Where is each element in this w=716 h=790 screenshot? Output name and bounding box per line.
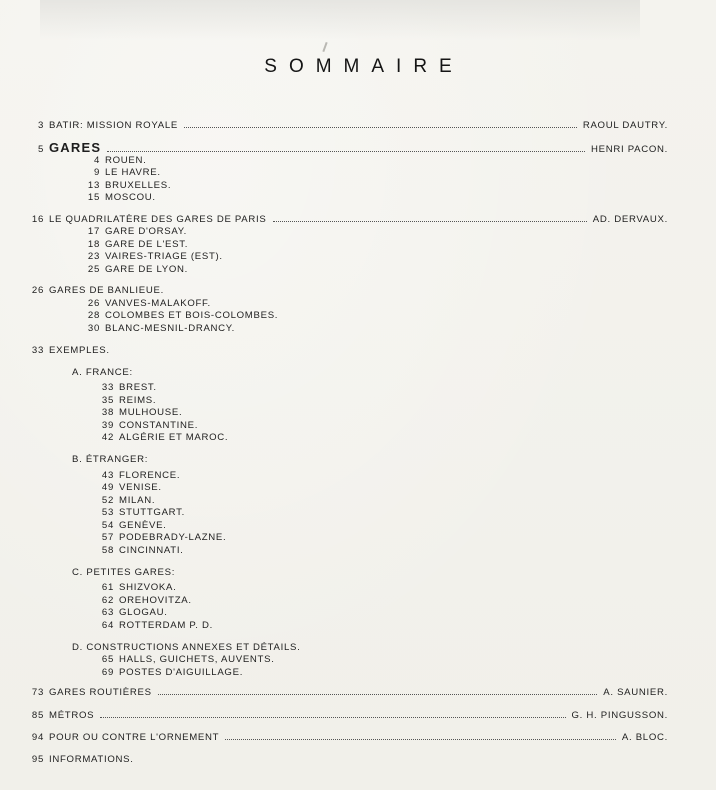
- toc-sub-entry: [96, 381, 157, 395]
- toc-entry-author: A. BLOC.: [621, 732, 668, 743]
- toc-entry-label: 94 POUR OU CONTRE L'ORNEMENT: [26, 731, 219, 745]
- page-number: 58: [101, 545, 114, 556]
- toc-sub-entry: [96, 653, 275, 667]
- page-number: 26: [31, 285, 44, 296]
- dot-leader: [158, 693, 598, 695]
- dot-leader: [107, 150, 585, 152]
- page-number: 42: [101, 432, 114, 443]
- toc-sub-entry: [82, 225, 187, 239]
- toc-entry: [26, 686, 668, 700]
- toc-group-heading: B. ÉTRANGER:: [72, 454, 149, 465]
- page-number: 3: [37, 120, 44, 131]
- toc-entry-label: 5 GARES: [26, 141, 101, 157]
- dot-leader: [273, 220, 587, 222]
- toc-sub-label: POSTES D'AIGUILLAGE.: [119, 667, 244, 678]
- page-number: 33: [101, 382, 114, 393]
- toc-entry-label: 3 BATIR: MISSION ROYALE: [26, 119, 178, 133]
- page-number: 49: [101, 482, 114, 493]
- page-number: 25: [87, 264, 100, 275]
- page-number: 13: [87, 180, 100, 191]
- toc-sub-entry: [96, 431, 228, 445]
- ink-mark: [322, 42, 327, 52]
- page-number: 15: [87, 192, 100, 203]
- toc-sub-label: LE HAVRE.: [105, 167, 161, 178]
- page-number: 4: [93, 155, 100, 166]
- toc-entry: [26, 344, 668, 358]
- toc-sub-label: ALGÉRIE ET MAROC.: [119, 432, 229, 443]
- toc-sub-label: FLORENCE.: [119, 470, 181, 481]
- toc-entry-label: 33 EXEMPLES.: [26, 344, 110, 358]
- toc-sub-entry: [82, 166, 161, 180]
- toc-sub-entry: [96, 531, 226, 545]
- toc-entry-label: 16 LE QUADRILATÈRE DES GARES DE PARIS: [26, 213, 267, 227]
- toc-sub-label: BRUXELLES.: [105, 180, 172, 191]
- dot-leader: [225, 738, 616, 740]
- bleed-through-shadow: [40, 0, 640, 40]
- page-number: 85: [31, 710, 44, 721]
- toc-sub-label: VAIRES-TRIAGE (EST).: [105, 251, 223, 262]
- toc-entry: [26, 731, 668, 745]
- page-number: 18: [87, 239, 100, 250]
- toc-sub-entry: [82, 309, 278, 323]
- page-number: 94: [31, 732, 44, 743]
- toc-entry-author: AD. DERVAUX.: [592, 214, 668, 225]
- toc-entry: [26, 119, 668, 133]
- toc-sub-label: PODEBRADY-LAZNE.: [119, 532, 227, 543]
- toc-sub-label: STUTTGART.: [119, 507, 185, 518]
- toc-sub-label: CONSTANTINE.: [119, 420, 199, 431]
- toc-sub-entry: [96, 606, 168, 620]
- toc-sub-label: ROUEN.: [105, 155, 147, 166]
- toc-sub-entry: [96, 544, 184, 558]
- toc-sub-label: REIMS.: [119, 395, 157, 406]
- toc-sub-entry: [96, 619, 213, 633]
- toc-sub-label: GLOGAU.: [119, 607, 168, 618]
- toc-sub-label: ROTTERDAM P. D.: [119, 620, 214, 631]
- page-number: 63: [101, 607, 114, 618]
- page-number: 54: [101, 520, 114, 531]
- page-number: 30: [87, 323, 100, 334]
- toc-group-heading: D. CONSTRUCTIONS ANNEXES ET DÉTAILS.: [72, 642, 301, 653]
- page-number: 69: [101, 667, 114, 678]
- toc-entry-label: 85 MÉTROS: [26, 709, 94, 723]
- page-number: 33: [31, 345, 44, 356]
- page-title: SOMMAIRE: [264, 56, 464, 77]
- page-number: 53: [101, 507, 114, 518]
- toc-sub-entry: [96, 481, 162, 495]
- toc-entry-author: RAOUL DAUTRY.: [582, 120, 668, 131]
- toc-sub-label: VANVES-MALAKOFF.: [105, 298, 211, 309]
- toc-sub-entry: [96, 406, 182, 420]
- toc-entry: [26, 709, 668, 723]
- page-number: 26: [87, 298, 100, 309]
- dot-leader: [100, 716, 565, 718]
- toc-entry-author: HENRI PACON.: [591, 144, 668, 155]
- toc-sub-label: GENÈVE.: [119, 520, 167, 531]
- toc-sub-label: VENISE.: [119, 482, 162, 493]
- page-number: 62: [101, 595, 114, 606]
- toc-sub-label: GARE D'ORSAY.: [105, 226, 188, 237]
- toc-sub-label: CINCINNATI.: [119, 545, 184, 556]
- toc-sub-entry: [96, 581, 176, 595]
- toc-group-heading: A. FRANCE:: [72, 367, 133, 378]
- toc-sub-label: SHIZVOKA.: [119, 582, 177, 593]
- page-number: 39: [101, 420, 114, 431]
- page-number: 5: [37, 144, 44, 155]
- toc-sub-label: HALLS, GUICHETS, AUVENTS.: [119, 654, 275, 665]
- page-number: 52: [101, 495, 114, 506]
- toc-sub-label: OREHOVITZA.: [119, 595, 192, 606]
- toc-sub-label: COLOMBES ET BOIS-COLOMBES.: [105, 310, 279, 321]
- page-number: 61: [101, 582, 114, 593]
- toc-sub-label: MILAN.: [119, 495, 156, 506]
- page-number: 38: [101, 407, 114, 418]
- toc-sub-entry: [82, 191, 156, 205]
- toc-entry: [26, 753, 668, 767]
- toc-sub-label: GARE DE LYON.: [105, 264, 189, 275]
- toc-sub-label: GARE DE L'EST.: [105, 239, 189, 250]
- page-number: 95: [31, 754, 44, 765]
- toc-sub-entry: [82, 322, 235, 336]
- page-number: 17: [87, 226, 100, 237]
- toc-sub-entry: [96, 506, 185, 520]
- toc-entry-author: G. H. PINGUSSON.: [571, 710, 668, 721]
- page-number: 9: [93, 167, 100, 178]
- page-number: 23: [87, 251, 100, 262]
- toc-entry-label: 26 GARES DE BANLIEUE.: [26, 284, 164, 298]
- page-number: 73: [31, 687, 44, 698]
- toc-entry: [26, 141, 668, 155]
- toc-sub-entry: [82, 263, 188, 277]
- toc-sub-entry: [82, 250, 223, 264]
- page-number: 16: [31, 214, 44, 225]
- page-number: 43: [101, 470, 114, 481]
- toc-entry: [26, 284, 668, 298]
- page-number: 28: [87, 310, 100, 321]
- page-number: 35: [101, 395, 114, 406]
- toc-sub-label: BLANC-MESNIL-DRANCY.: [105, 323, 236, 334]
- toc-sub-label: MOSCOU.: [105, 192, 156, 203]
- toc-sub-entry: [96, 666, 243, 680]
- toc-sub-label: BREST.: [119, 382, 157, 393]
- toc-sub-label: MULHOUSE.: [119, 407, 183, 418]
- toc-entry-author: A. SAUNIER.: [603, 687, 668, 698]
- toc-entry-label: 73 GARES ROUTIÈRES: [26, 686, 152, 700]
- page-number: 57: [101, 532, 114, 543]
- page-number: 65: [101, 654, 114, 665]
- dot-leader: [184, 126, 577, 128]
- toc-entry-label: 95 INFORMATIONS.: [26, 753, 134, 767]
- page-number: 64: [101, 620, 114, 631]
- toc-group-heading: C. PETITES GARES:: [72, 567, 176, 578]
